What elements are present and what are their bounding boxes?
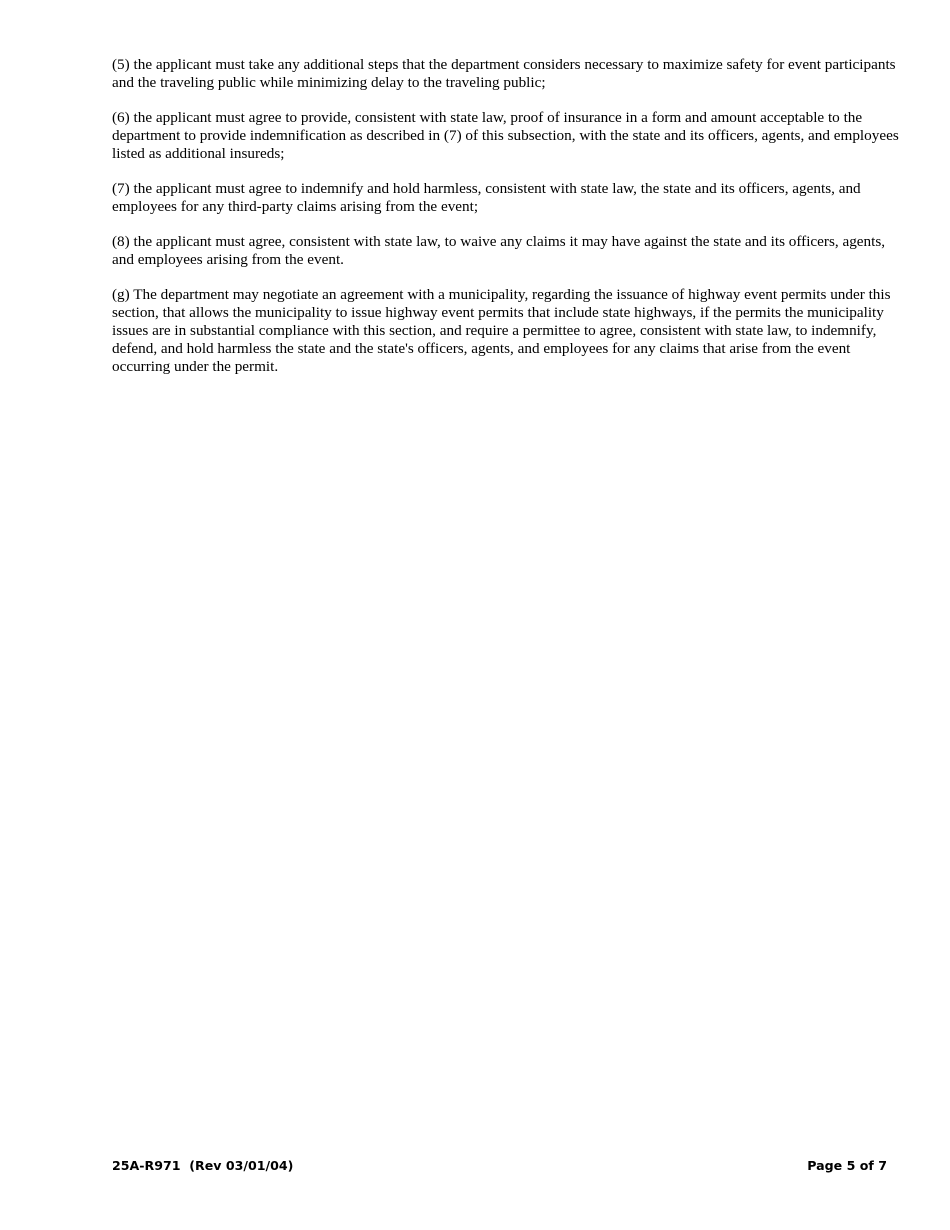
form-id: 25A-R971 (Rev 03/01/04) [112,1158,294,1173]
page-number: Page 5 of 7 [807,1158,887,1173]
paragraph-5: (5) the applicant must take any additional steps that the department considers necessary to maximize safety for event participants and the traveling public while minimizing delay to the traveling public; [112,56,896,91]
paragraph-7: (7) the applicant must agree to indemnify and hold harmless, consistent with state law, the state and its officers, agents, and employees for any third-party claims arising from the event; [112,180,861,215]
page-footer [112,1158,887,1173]
paragraph-6: (6) the applicant must agree to provide, consistent with state law, proof of insurance in a form and amount acceptable to the department to provide indemnification as described in (7) of this subsection, with the state and its officers, agents, and employees listed as additional insureds; [112,109,899,162]
document-body [112,56,902,393]
paragraph-8: (8) the applicant must agree, consistent with state law, to waive any claims it may have against the state and its officers, agents, and employees arising from the event. [112,233,886,268]
paragraph-g: (g) The department may negotiate an agreement with a municipality, regarding the issuance of highway event permits under this section, that allows the municipality to issue highway event permits that include state highways, if the permits the municipality issues are in substantial compliance with this section, and require a permittee to agree, consistent with state law, to indemnify, defend, and hold harmless the state and the state's officers, agents, and employees for any claims that arise from the event occurring under the permit. [112,286,891,375]
